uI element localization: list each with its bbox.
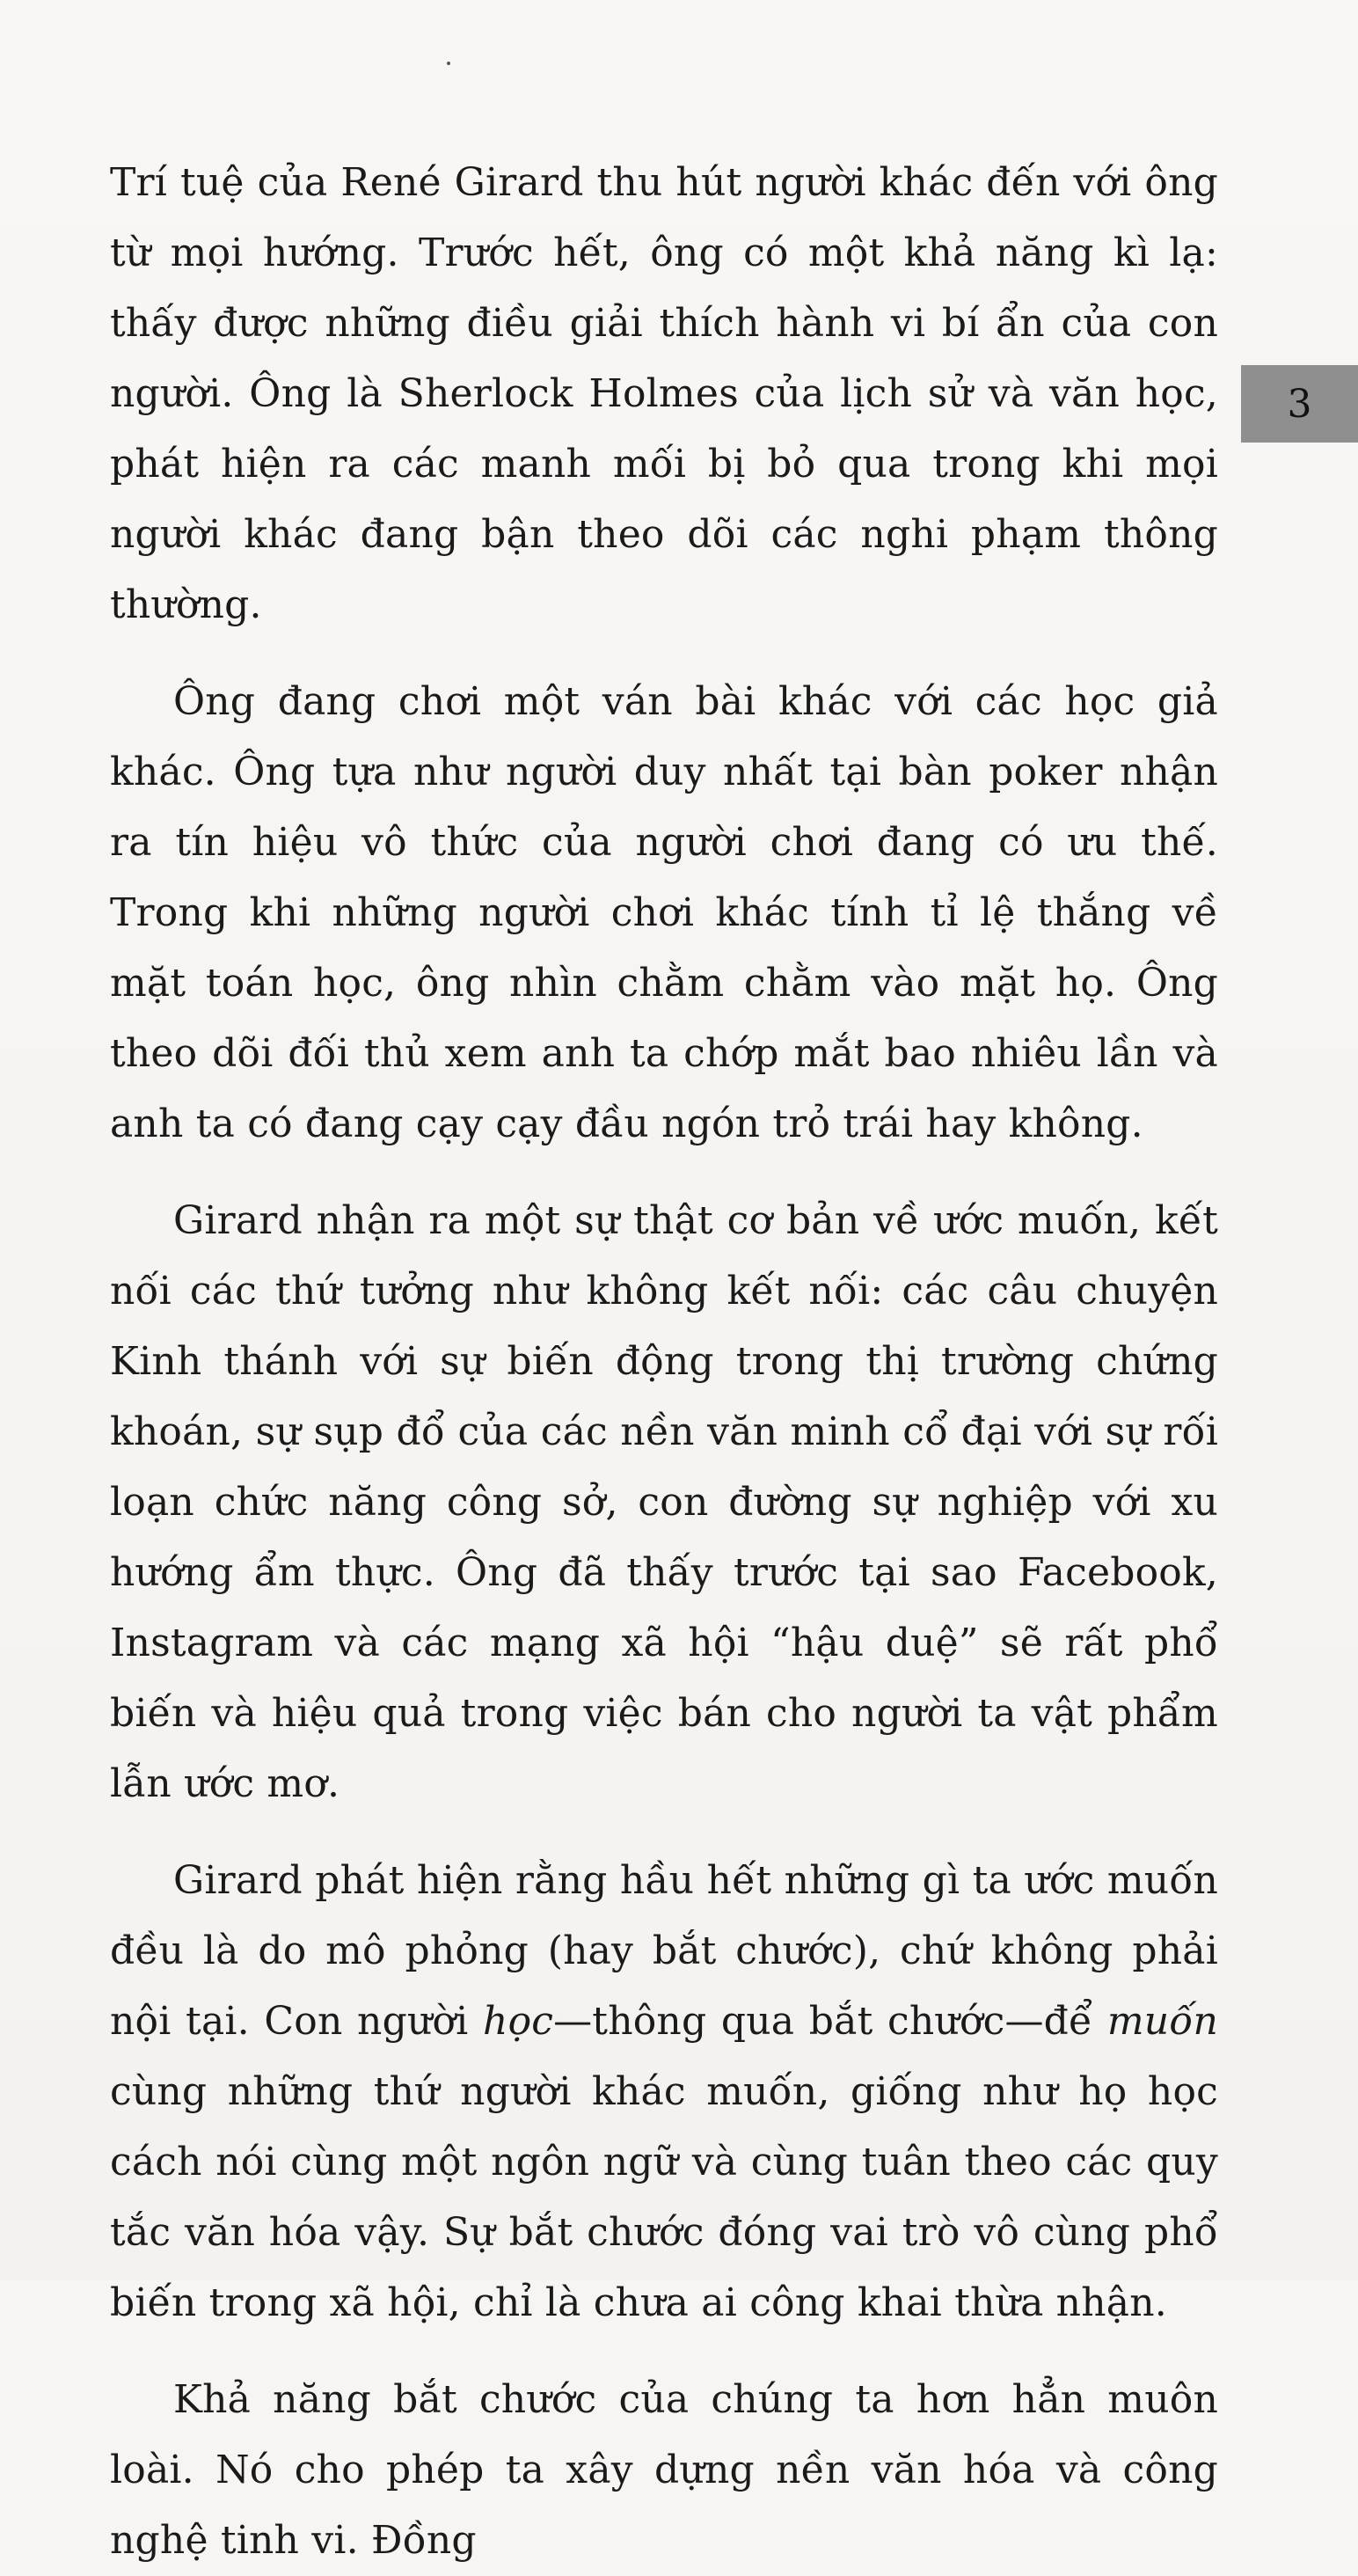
- page-number-tab: [1241, 365, 1358, 443]
- paragraph-4-emphasis-muon: muốn: [1106, 1999, 1218, 2044]
- paragraph-5: Khả năng bắt chước của chúng ta hơn hẳn muôn loài. Nó cho phép ta xây dựng nền văn hóa và công nghệ tinh vi. Đồng: [110, 2377, 1218, 2563]
- paragraph-4: [110, 1846, 1218, 2338]
- paragraph-2: Ông đang chơi một ván bài khác với các học giả khác. Ông tựa như người duy nhất tại bàn poker nhận ra tín hiệu vô thức của người chơi đang có ưu thế. Trong khi những người chơi khác tính tỉ lệ thắng về mặt toán học, ông nhìn chằm chằm vào mặt họ. Ông theo dõi đối thủ xem anh ta chớp mắt bao nhiêu lần và anh ta có đang cạy cạy đầu ngón trỏ trái hay không.: [110, 679, 1218, 1146]
- body-text: [110, 148, 1218, 2576]
- paragraph-1: Trí tuệ của René Girard thu hút người khác đến với ông từ mọi hướng. Trước hết, ông có một khả năng kì lạ: thấy được những điều giải thích hành vi bí ẩn của con người. Ông là Sherlock Holmes của lịch sử và văn học, phát hiện ra các manh mối bị bỏ qua trong khi mọi người khác đang bận theo dõi các nghi phạm thông thường.: [110, 160, 1218, 627]
- paragraph-4-emphasis-hoc: học: [483, 1999, 554, 2044]
- paragraph-4-part-2: —thông qua bắt chước—để: [553, 1999, 1107, 2044]
- paragraph-4-part-3: cùng những thứ người khác muốn, giống như họ học cách nói cùng một ngôn ngữ và cùng tuân theo các quy tắc văn hóa vậy. Sự bắt chước đóng vai trò vô cùng phổ biến trong xã hội, chỉ là chưa ai công khai thừa nhận.: [110, 2069, 1218, 2325]
- page-speck: [447, 62, 450, 65]
- page-number: 3: [1287, 381, 1312, 427]
- paragraph-4-part-1: Girard phát hiện rằng hầu hết những gì ta ước muốn đều là do mô phỏng (hay bắt chước), chứ không phải nội tại. Con người: [110, 1858, 1218, 2044]
- paragraph-3: Girard nhận ra một sự thật cơ bản về ước muốn, kết nối các thứ tưởng như không kết nối: các câu chuyện Kinh thánh với sự biến động trong thị trường chứng khoán, sự sụp đổ của các nền văn minh cổ đại với sự rối loạn chức năng công sở, con đường sự nghiệp với xu hướng ẩm thực. Ông đã thấy trước tại sao Facebook, Instagram và các mạng xã hội “hậu duệ” sẽ rất phổ biến và hiệu quả trong việc bán cho người ta vật phẩm lẫn ước mơ.: [110, 1198, 1218, 1806]
